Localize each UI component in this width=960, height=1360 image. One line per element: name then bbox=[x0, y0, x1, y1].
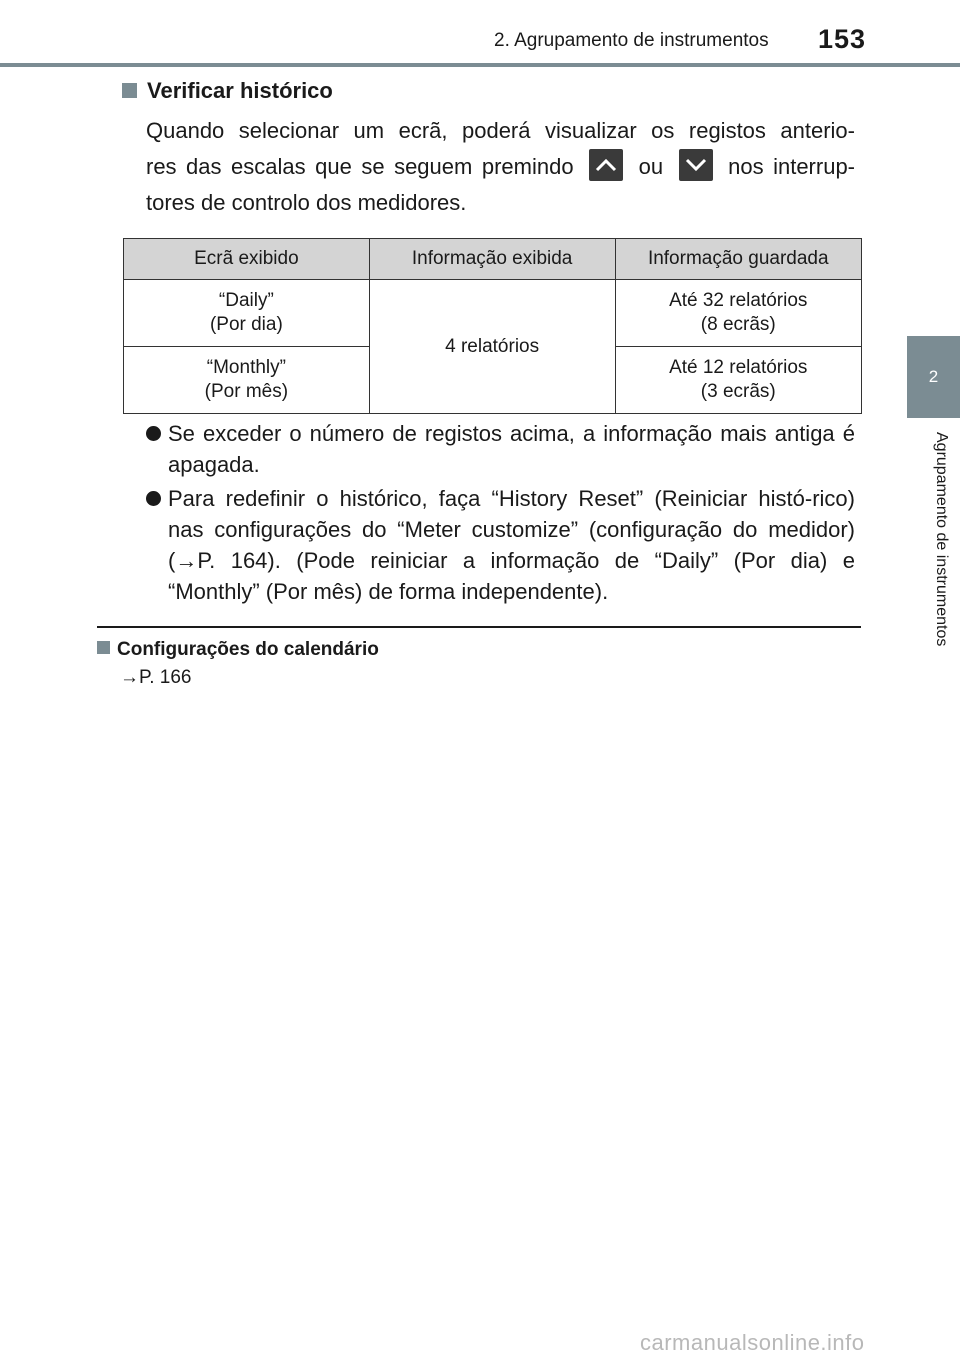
table-header-row bbox=[124, 239, 862, 280]
section-heading-history bbox=[122, 78, 333, 104]
cell-line: Até 32 relatórios bbox=[669, 290, 808, 311]
table-header-cell: Informação guardada bbox=[615, 239, 862, 280]
table-cell-screen bbox=[124, 280, 370, 347]
table-cell-stored bbox=[615, 280, 862, 347]
list-item: Para redefinir o histórico, faça “History Reset” (Reiniciar histó-rico) nas configurações do “Meter customize” (configuração do medidor) (→P. 164). (Pode reiniciar a informação de “Daily” (Por dia) e “Monthly” (Por mês) de forma independente). bbox=[146, 483, 855, 607]
intro-paragraph bbox=[146, 113, 855, 221]
square-bullet-icon bbox=[122, 83, 137, 98]
section-divider bbox=[97, 626, 861, 628]
cell-line: Até 12 relatórios bbox=[669, 357, 808, 378]
cell-line: (Por dia) bbox=[209, 314, 283, 335]
table-header-cell: Ecrã exibido bbox=[124, 239, 370, 280]
chevron-down-button-icon bbox=[679, 149, 713, 181]
table-cell-shown-info: 4 relatórios bbox=[369, 280, 615, 414]
cell-line: “Daily” bbox=[218, 290, 274, 311]
chapter-tab bbox=[907, 336, 960, 418]
chapter-tab-label: Agrupamento de instrumentos bbox=[933, 432, 950, 647]
header-rule bbox=[0, 63, 960, 67]
table-row bbox=[124, 280, 862, 347]
intro-line-3: tores de controlo dos medidores. bbox=[146, 190, 467, 215]
chapter-tab-number: 2 bbox=[928, 367, 939, 386]
bullet-list bbox=[146, 418, 855, 610]
intro-text-c: nos interrup- bbox=[728, 154, 856, 179]
running-header-title: 2. Agrupamento de instrumentos bbox=[494, 30, 769, 51]
intro-text-a: res das escalas que se seguem premindo bbox=[146, 154, 574, 179]
page-number: 153 bbox=[818, 24, 867, 54]
page-reference-link[interactable]: →P. 166 bbox=[120, 667, 192, 688]
section-heading-text: Configurações do calendário bbox=[117, 639, 379, 660]
intro-line-2 bbox=[146, 149, 855, 185]
section-heading-calendar bbox=[97, 639, 379, 661]
history-table bbox=[123, 238, 862, 414]
table-cell-stored bbox=[615, 347, 862, 414]
watermark-text: carmanualsonline.info bbox=[640, 1330, 865, 1355]
table-cell-screen bbox=[124, 347, 370, 414]
cell-line: (3 ecrãs) bbox=[700, 381, 776, 402]
cell-line: (Por mês) bbox=[204, 381, 289, 402]
table-header-cell: Informação exibida bbox=[369, 239, 615, 280]
square-bullet-icon bbox=[97, 641, 110, 654]
intro-text-b: ou bbox=[638, 154, 664, 179]
list-item: Se exceder o número de registos acima, a informação mais antiga é apagada. bbox=[146, 418, 855, 480]
cell-line: “Monthly” bbox=[206, 357, 286, 378]
cell-line: (8 ecrãs) bbox=[700, 314, 776, 335]
intro-line-1: Quando selecionar um ecrã, poderá visualizar os registos anterio- bbox=[146, 118, 855, 143]
chevron-up-button-icon bbox=[589, 149, 623, 181]
section-heading-text: Verificar histórico bbox=[147, 78, 333, 103]
